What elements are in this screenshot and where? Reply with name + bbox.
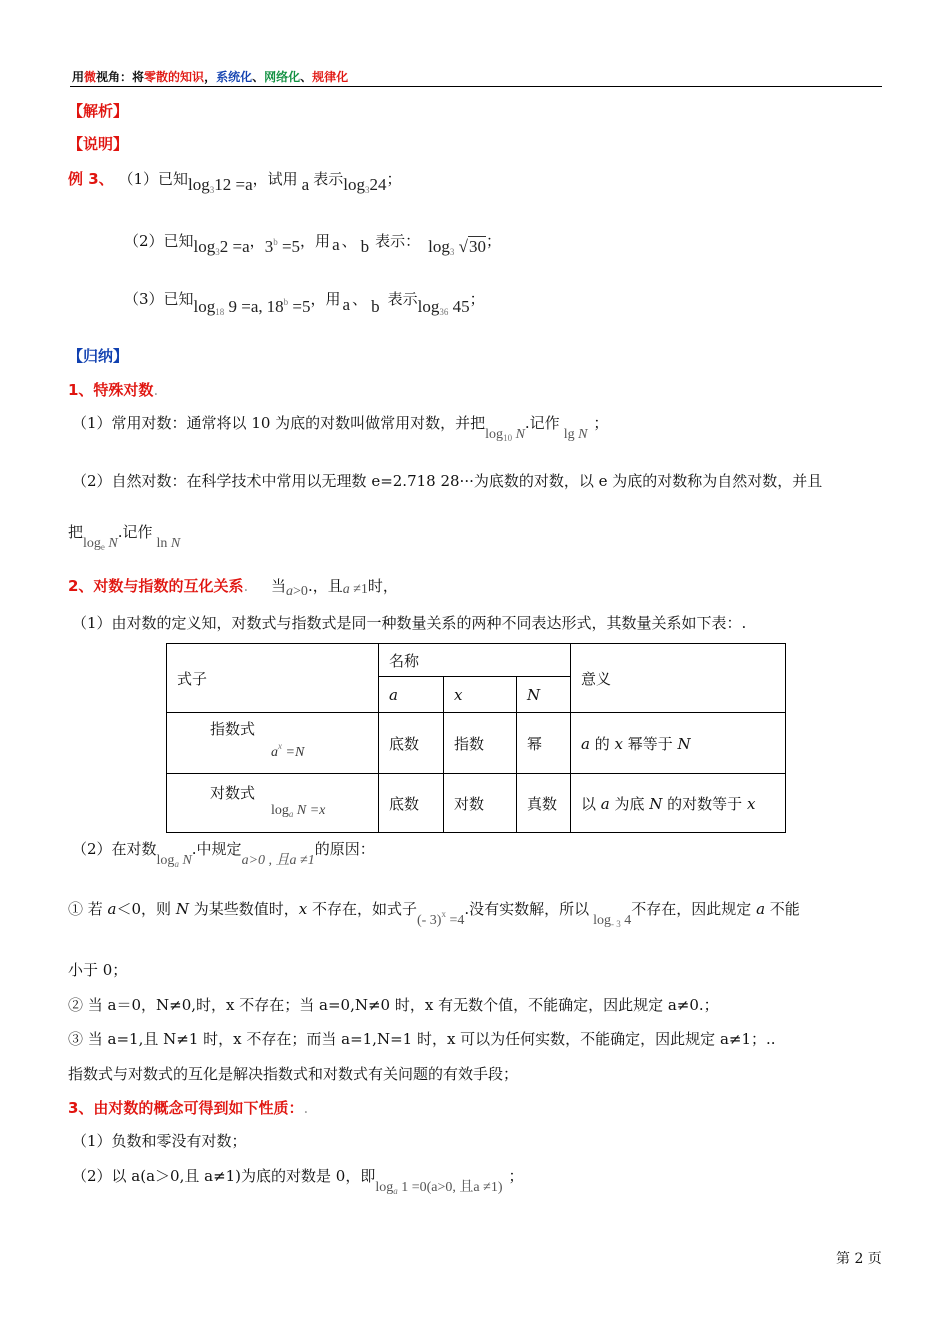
natural-log-mid: .记作 <box>117 523 153 541</box>
table-header-name: 名称 <box>379 644 571 677</box>
table-cell-meaning: 以 a 为底 N 的对数等于 x <box>571 774 786 833</box>
header-part: 系统化 <box>216 70 253 84</box>
part2-intro: （1）由对数的定义知，对数式与指数式是同一种数量关系的两种不同表达形式，其数量关系如下表：. <box>72 614 747 632</box>
q3-prefix: （3）已知 <box>124 290 194 308</box>
table-cell: 底数 <box>379 713 444 774</box>
row-formula: $a^x =N$ <box>271 740 305 760</box>
part1-common-log <box>72 412 609 443</box>
part3-property-2: （2）以 a(a＞0,且 a≠1)为底的对数是 0，即$\log_a 1 =0(a>0$, 且a ≠1)； <box>72 1167 524 1196</box>
q3-dun: 、 <box>352 290 368 308</box>
header-part: 零散的知识 <box>144 70 205 84</box>
header-divider <box>70 86 882 87</box>
q1-target: $\log_324$ <box>343 175 387 195</box>
header-part: 用 <box>72 70 85 84</box>
table-header-a: a <box>379 677 444 713</box>
q1-use: 试用 <box>267 170 298 188</box>
q2-dun: 、 <box>341 232 357 250</box>
row-label: 对数式 <box>210 783 256 802</box>
part2-rule-reason: （2）在对数$\log_a N$.中规定a>0 , 且a ≠1的原因： <box>72 840 375 869</box>
header-part: 微 <box>84 70 97 84</box>
section-guina: 【归纳】 <box>68 347 129 365</box>
table-cell: 对数 <box>444 774 517 833</box>
table-header-formula: 式子 <box>167 644 379 713</box>
header-part: 规律化 <box>312 70 349 84</box>
q1-represent: 表示 <box>313 170 344 188</box>
natural-log-expr: $\log_e N$ <box>83 536 118 552</box>
header-part: 网络化 <box>264 70 301 84</box>
table-header-x: x <box>444 677 517 713</box>
reason-3: ③ 当 a=1,且 N≠1 时，x 不存在；而当 a=1,N=1 时，x 可以为任何实数，不能确定，因此规定 a≠1；.. <box>68 1030 776 1048</box>
q2-end: ； <box>485 232 501 250</box>
header-part: ， <box>204 70 217 84</box>
header-part: 、 <box>300 70 313 84</box>
q3-represent: 表示 <box>387 290 418 308</box>
common-log-expr: $\log_{10} N$ <box>485 427 525 443</box>
part3-title: 3、由对数的概念可得到如下性质：. <box>68 1099 309 1117</box>
q2-represent: 表示： <box>375 232 421 250</box>
table-row-logarithmic <box>167 774 379 833</box>
log-exp-table <box>166 643 786 833</box>
page-header <box>72 68 348 85</box>
common-log-lg: lg N <box>563 427 588 442</box>
reason-1: ① 若 a＜0，则 N 为某些数值时，x 不存在，如式子(- 3)$^x$ =4.没有实数解，所以$\log_{- 3} 4$不存在，因此规定 a 不能 <box>68 900 800 929</box>
common-log-end: ； <box>593 414 609 432</box>
q2-prefix: （2）已知 <box>124 232 194 250</box>
section-jiexi: 【解析】 <box>68 102 129 120</box>
q3-sep: , <box>258 297 263 316</box>
q1-end: ； <box>386 170 402 188</box>
q2-target: $\log_3 √30$ <box>428 237 486 257</box>
reason-1-cont: 小于 0； <box>68 961 128 979</box>
row-label: 指数式 <box>210 719 256 738</box>
q1-var: a <box>301 175 310 194</box>
table-cell: 真数 <box>517 774 571 833</box>
q3-var-b: b <box>371 297 380 316</box>
q3-sep: ， <box>310 290 326 308</box>
q2-var-a: a <box>332 235 340 254</box>
q2-use: 用 <box>315 232 331 250</box>
table-cell: 幂 <box>517 713 571 774</box>
header-part: 、 <box>252 70 265 84</box>
table-header-N: N <box>517 677 571 713</box>
part1-natural-log: （2）自然对数：在科学技术中常用以无理数 e=2.718 28···为底数的对数，以 e 为底的对数称为自然对数，并且 <box>72 472 823 490</box>
example3-q3 <box>124 288 485 317</box>
table-cell: 底数 <box>379 774 444 833</box>
q3-use: 用 <box>325 290 341 308</box>
section-shuoming: 【说明】 <box>68 135 129 153</box>
q3-target: $\log_{36} 45$ <box>417 297 470 317</box>
part1-title: 1、特殊对数. <box>68 381 159 399</box>
row-formula: $\log_a N =x$ <box>271 802 326 819</box>
table-row-exponential <box>167 713 379 774</box>
header-part: 视角：将 <box>96 70 145 84</box>
q1-condition: $\log_312 =a$ <box>188 175 253 195</box>
q2-condition1: $\log_32 =a$ <box>193 237 250 257</box>
example-label: 例 3、 <box>68 170 114 188</box>
part2-title: 2、对数与指数的互化关系. 当a>0.，且a ≠1时， <box>68 577 398 599</box>
q1-sep: ， <box>252 170 268 188</box>
q2-condition2: 3$^b$ =5 <box>264 237 301 256</box>
page-number: 第 2 页 <box>836 1251 882 1267</box>
q2-var-b: b <box>360 237 370 256</box>
natural-log-prefix: 把 <box>68 523 84 541</box>
q3-condition1: $\log_{18} 9 =a$ <box>193 297 259 317</box>
q3-var-a: a <box>342 295 351 314</box>
part1-natural-log-notation <box>68 521 181 552</box>
table-header-meaning: 意义 <box>571 644 786 713</box>
natural-log-ln: ln N <box>156 536 181 551</box>
common-log-mid: .记作 <box>524 414 560 432</box>
q1-prefix: （1）已知 <box>118 170 188 188</box>
q3-end: ； <box>469 290 485 308</box>
table-cell: 指数 <box>444 713 517 774</box>
summary: 指数式与对数式的互化是解决指数式和对数式有关问题的有效手段； <box>68 1065 519 1083</box>
q3-condition2: 18$^b$ =5 <box>266 297 311 316</box>
table-cell-meaning: a 的 x 幂等于 N <box>571 713 786 774</box>
part3-property-1: （1）负数和零没有对数； <box>72 1132 247 1150</box>
q2-sep: ， <box>249 232 265 250</box>
example3-q1 <box>68 168 402 195</box>
example3-q2 <box>124 230 501 257</box>
common-log-text: （1）常用对数：通常将以 10 为底的对数叫做常用对数，并把 <box>72 414 486 432</box>
reason-2: ② 当 a＝0，N≠0,时，x 不存在；当 a=0,N≠0 时，x 有无数个值，不能确定，因此规定 a≠0.； <box>68 996 719 1014</box>
q2-sep: ， <box>300 232 316 250</box>
